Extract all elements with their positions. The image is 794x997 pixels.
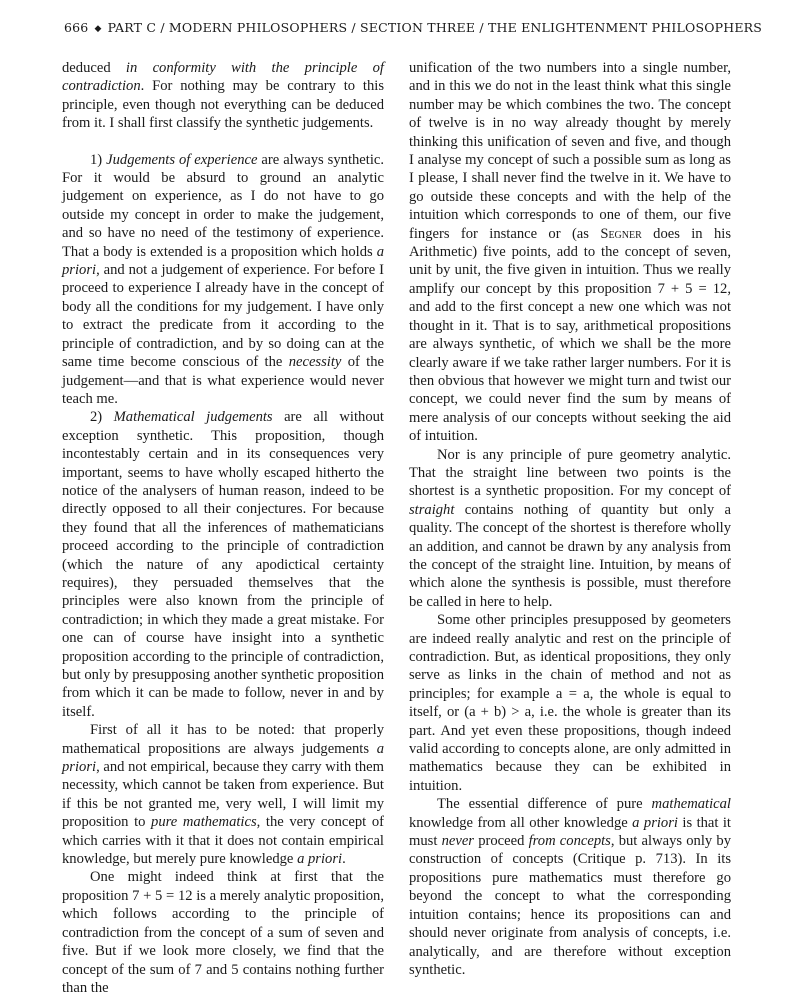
emphasis: pure mathematics [151,814,257,831]
paragraph: Some other principles presupposed by geometers are indeed really analytic and rest on the principle of contradiction. But, as identical propositions, they only serve as links in the chain of method and not as principles; for example a = a, the whole is equal to itself, or (a + b) > a, i.e. the whole is greater than its part. And yet even these propositions, though indeed valid according to concepts alone, are only admitted in mathematics because they can be exhibited in intuition. [409,612,731,794]
emphasis: from concepts [528,833,611,850]
emphasis: necessity [288,354,342,371]
emphasis: a priori [62,243,384,279]
paragraph: The essential difference of pure mathematical knowledge from all other knowledge a priori is that it must never proceed from concepts, but always only by construction of concepts (Critique p. 713). In its propositions pure mathematics must therefore go beyond the concept to what the corresponding intuition contains; hence its propositions can and should never originate from analysis of concepts, i.e. analytically, and are therefore without exception synthetic. [409,796,731,978]
paragraph: One might indeed think at first that the proposition 7 + 5 = 12 is a merely analytic proposition, which follows according to the principle of contradiction from the concept of a sum of seven and five. But if we look more closely, we find that the concept of the sum of 7 and 5 contains nothing further than the [62,869,384,996]
paragraph: unification of the two numbers into a single number, and in this we do not in the least think what this single number may be which combines the two. The concept of twelve is in no way already thought by merely thinking this unification of seven and five, and though I analyse my concept of such a possible sum as long as I please, I shall never find the twelve in it. We have to go outside these concepts and with the help of the intuition which corresponds to one of them, our five fingers for instance or (as Segner does in his Arithmetic) five points, add to the concept of seven, unit by unit, the five given in intuition. Thus we really amplify our concept by this proposition 7 + 5 = 12, and add to the first concept a new one which was not thought in it. That is to say, arithmetical propositions are always synthetic, of which we shall be the more clearly aware if we take rather larger numbers. For it is then obvious that however we might turn and twist our concept, we could never find the sum by means of mere analysis of our concepts without seeking the aid of intuition. [409,60,731,445]
emphasis: a priori [62,740,384,776]
running-head-title: PART C / MODERN PHILOSOPHERS / SECTION THREE / THE ENLIGHTENMENT PHILOSOPHERS [107,20,763,35]
paragraph: 1) Judgements of experience are always synthetic. For it would be absurd to ground an analytic judgement on experience, as I do not have to go outside my concept in order to make the judgement, and so have no need of the testimony of experience. That a body is extended is a proposition which holds a priori, and not a judgement of experience. For before I proceed to experience I already have in the concept of body all the conditions for my judgement. I have only to extract the predicate from it according to the principle of contradiction, and by so doing can at the same time become conscious of the necessity of the judgement—and that is what experience would never teach me. [62,151,385,407]
small-caps-name: Segner [600,225,642,242]
diamond-icon: ◆ [94,24,102,34]
emphasis: Judgements of experience [106,151,258,168]
emphasis: a priori [297,851,343,868]
paragraph: 2) Mathematical judgements are all without exception synthetic. This proposition, though incontestably certain and in its consequences very important, seems to have wholly escaped hitherto the notice of the analysers of human reason, indeed to be directly opposed to all their conjectures. For because they found that all the inferences of mathematicians proceed according to the principle of contradiction (which the nature of any apodictical certainty requires), they persuaded themselves that the principles were also known from the principle of contradiction; in which they made a great mistake. For one can of course have insight into a synthetic proposition according to the principle of contradiction, but only by presupposing another synthetic proposition from which it can be made to follow, never in and by itself. [62,409,384,720]
paragraph: Nor is any principle of pure geometry analytic. That the straight line between two points is the shortest is a synthetic proposition. For my concept of straight contains nothing of quantity but only a quality. The concept of the shortest is therefore wholly an addition, and cannot be drawn by any analysis from the concept of the straight line. Intuition, by means of which alone the synthesis is possible, must therefore be called in here to help. [409,446,731,610]
emphasis: never [441,833,474,850]
right-column [409,59,731,979]
paragraph: First of all it has to be noted: that properly mathematical propositions are always judgements a priori, and not empirical, because they carry with them necessity, which cannot be taken from experience. But if this be not granted me, very well, I will limit my proposition to pure mathematics, the very concept of which carries with it that it does not contain empirical knowledge, but merely pure knowledge a priori. [62,722,384,868]
emphasis: Mathematical judgements [113,409,273,426]
left-column [62,59,384,997]
running-header [64,20,763,35]
emphasis: in conformity with the principle of contradiction [62,60,384,95]
page-number: 666 [64,20,89,35]
paragraph: deduced in conformity with the principle of contradiction. For nothing may be contrary to this principle, even though not everything can be deduced from it. I shall first classify the synthetic judgements. [62,60,384,132]
emphasis: mathematical [651,796,731,813]
emphasis: a priori [632,814,678,831]
emphasis: straight [409,501,455,518]
